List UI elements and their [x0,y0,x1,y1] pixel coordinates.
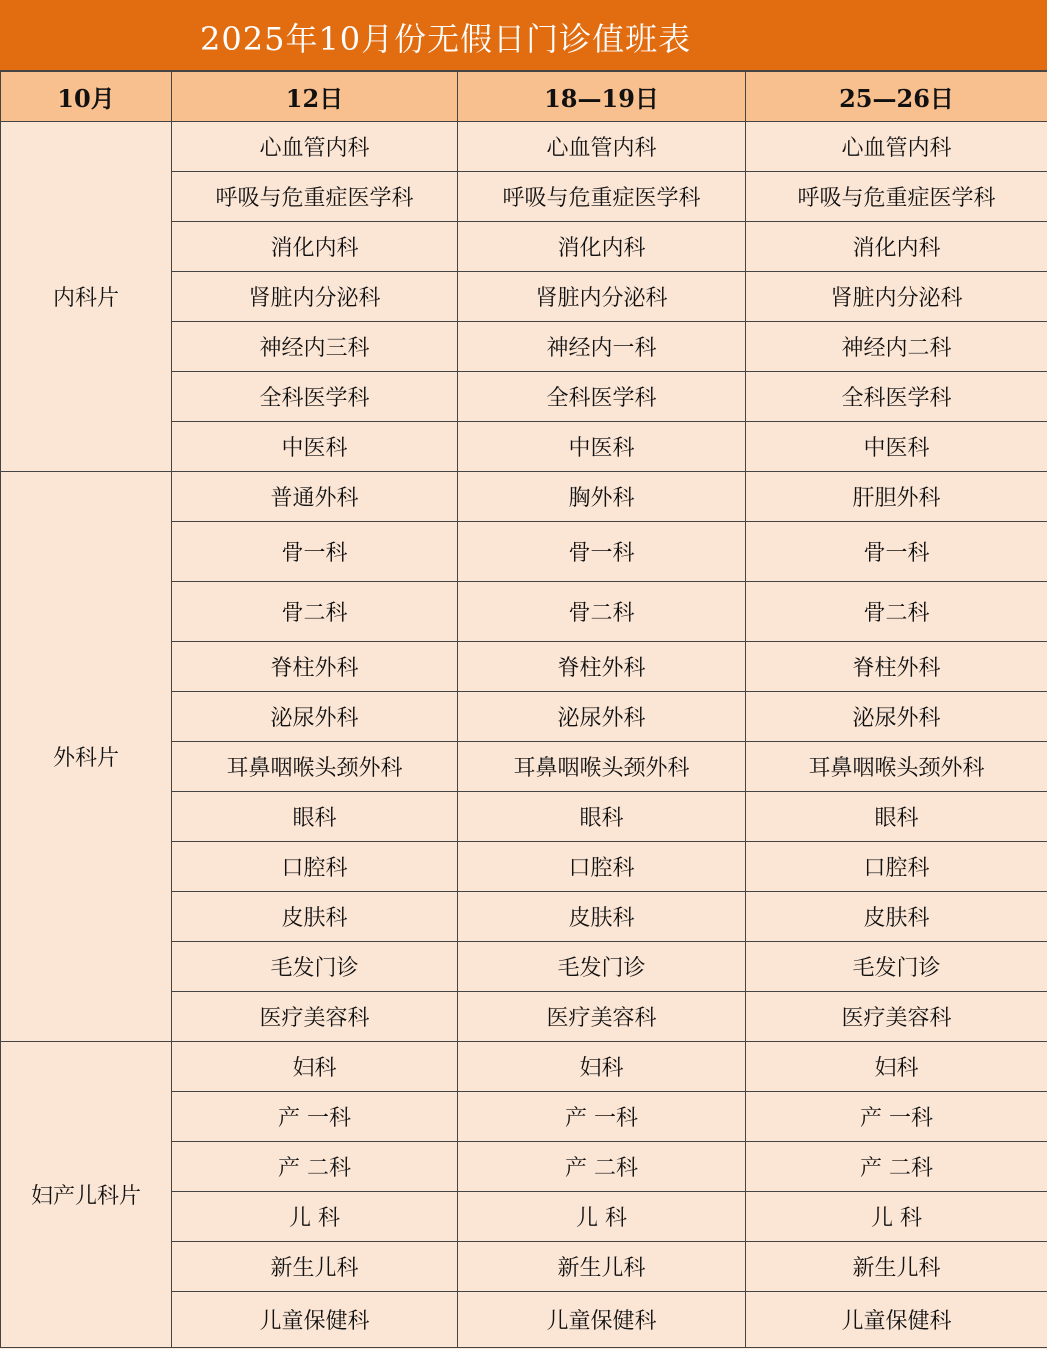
department-cell: 儿 科 [746,1192,1047,1242]
department-cell: 皮肤科 [172,892,458,942]
department-cell: 骨二科 [458,582,746,642]
department-cell: 心血管内科 [458,122,746,172]
header-date: 25—26日 [746,72,1047,122]
department-cell: 消化内科 [746,222,1047,272]
department-cell: 肾脏内分泌科 [458,272,746,322]
department-cell: 毛发门诊 [746,942,1047,992]
department-cell: 肝胆外科 [746,472,1047,522]
department-group-label: 妇产儿科片 [1,1042,172,1348]
department-cell: 泌尿外科 [746,692,1047,742]
department-cell: 眼科 [458,792,746,842]
department-cell: 产 二科 [746,1142,1047,1192]
department-cell: 眼科 [746,792,1047,842]
department-cell: 胸外科 [458,472,746,522]
department-cell: 中医科 [746,422,1047,472]
department-cell: 儿 科 [172,1192,458,1242]
department-cell: 神经内二科 [746,322,1047,372]
table-row [1,122,1047,172]
department-cell: 产 二科 [458,1142,746,1192]
department-cell: 肾脏内分泌科 [746,272,1047,322]
department-cell: 医疗美容科 [746,992,1047,1042]
department-cell: 呼吸与危重症医学科 [172,172,458,222]
header-row [1,72,1047,122]
department-cell: 眼科 [172,792,458,842]
department-cell: 儿童保健科 [172,1292,458,1348]
department-cell: 妇科 [458,1042,746,1092]
department-cell: 儿 科 [458,1192,746,1242]
department-cell: 骨一科 [172,522,458,582]
department-cell: 皮肤科 [458,892,746,942]
department-cell: 医疗美容科 [172,992,458,1042]
department-cell: 呼吸与危重症医学科 [458,172,746,222]
roster-body [1,122,1047,1348]
department-cell: 妇科 [746,1042,1047,1092]
department-cell: 心血管内科 [746,122,1047,172]
duty-roster-table [0,71,1047,1348]
department-cell: 耳鼻咽喉头颈外科 [172,742,458,792]
department-cell: 新生儿科 [172,1242,458,1292]
department-cell: 肾脏内分泌科 [172,272,458,322]
department-cell: 骨二科 [172,582,458,642]
department-cell: 全科医学科 [458,372,746,422]
department-cell: 儿童保健科 [746,1292,1047,1348]
department-cell: 儿童保健科 [458,1292,746,1348]
department-cell: 新生儿科 [746,1242,1047,1292]
department-cell: 妇科 [172,1042,458,1092]
department-group-label: 外科片 [1,472,172,1042]
department-cell: 皮肤科 [746,892,1047,942]
department-cell: 产 一科 [746,1092,1047,1142]
department-cell: 医疗美容科 [458,992,746,1042]
department-cell: 毛发门诊 [458,942,746,992]
page-title: 2025年10月份无假日门诊值班表 [200,20,692,58]
header-date: 12日 [172,72,458,122]
department-cell: 心血管内科 [172,122,458,172]
department-cell: 骨二科 [746,582,1047,642]
department-cell: 中医科 [458,422,746,472]
department-cell: 新生儿科 [458,1242,746,1292]
department-cell: 消化内科 [458,222,746,272]
department-cell: 神经内一科 [458,322,746,372]
table-row [1,1042,1047,1092]
department-cell: 产 一科 [172,1092,458,1142]
title-bar [0,0,1047,71]
department-cell: 全科医学科 [746,372,1047,422]
department-cell: 呼吸与危重症医学科 [746,172,1047,222]
department-cell: 泌尿外科 [172,692,458,742]
department-group-label: 内科片 [1,122,172,472]
department-cell: 产 二科 [172,1142,458,1192]
department-cell: 消化内科 [172,222,458,272]
department-cell: 脊柱外科 [172,642,458,692]
department-cell: 中医科 [172,422,458,472]
department-cell: 毛发门诊 [172,942,458,992]
department-cell: 耳鼻咽喉头颈外科 [746,742,1047,792]
header-month: 10月 [1,72,172,122]
department-cell: 脊柱外科 [458,642,746,692]
department-cell: 骨一科 [458,522,746,582]
department-cell: 脊柱外科 [746,642,1047,692]
department-cell: 普通外科 [172,472,458,522]
table-row [1,472,1047,522]
header-date: 18—19日 [458,72,746,122]
department-cell: 产 一科 [458,1092,746,1142]
department-cell: 口腔科 [458,842,746,892]
department-cell: 口腔科 [172,842,458,892]
department-cell: 耳鼻咽喉头颈外科 [458,742,746,792]
department-cell: 骨一科 [746,522,1047,582]
department-cell: 口腔科 [746,842,1047,892]
department-cell: 泌尿外科 [458,692,746,742]
department-cell: 神经内三科 [172,322,458,372]
department-cell: 全科医学科 [172,372,458,422]
